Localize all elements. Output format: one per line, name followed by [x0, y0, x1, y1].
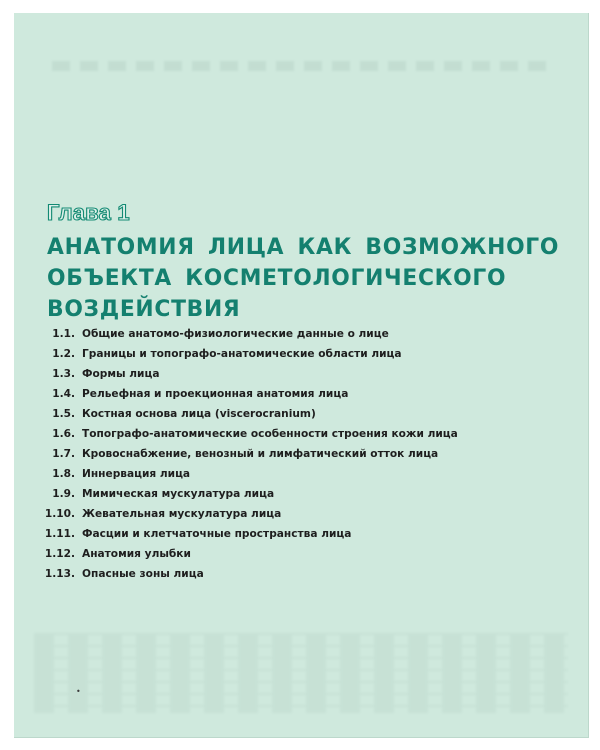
- chapter-title-line: ОБЪЕКТА КОСМЕТОЛОГИЧЕСКОГО: [47, 266, 507, 291]
- chapter-label: Глава 1: [47, 200, 130, 225]
- page-mark: •: [76, 687, 81, 696]
- toc-title: Кровоснабжение, венозный и лимфатический отток лица: [82, 448, 439, 460]
- toc-title: Границы и топографо-анатомические области лица: [82, 348, 402, 360]
- toc-number: 1.1.: [52, 328, 75, 340]
- toc-item: [40, 404, 510, 424]
- toc-number: 1.2.: [52, 348, 75, 360]
- toc-item: [40, 464, 510, 484]
- toc-number: 1.11.: [44, 528, 75, 540]
- toc-item: [40, 364, 510, 384]
- toc-number: 1.5.: [52, 408, 75, 420]
- toc-title: Иннервация лица: [82, 468, 191, 480]
- toc-number: 1.4.: [52, 388, 75, 400]
- toc-title: Фасции и клетчаточные пространства лица: [82, 528, 352, 540]
- toc-number: 1.9.: [52, 488, 75, 500]
- toc-number: 1.7.: [52, 448, 75, 460]
- toc-title: Мимическая мускулатура лица: [82, 488, 275, 500]
- toc-number: 1.13.: [44, 568, 75, 580]
- toc-item: [40, 524, 510, 544]
- toc-title: Опасные зоны лица: [82, 568, 204, 580]
- table-of-contents: [40, 324, 510, 584]
- toc-title: Рельефная и проекционная анатомия лица: [82, 388, 349, 400]
- toc-number: 1.6.: [52, 428, 75, 440]
- toc-title: Формы лица: [82, 368, 160, 380]
- toc-number: 1.3.: [52, 368, 75, 380]
- chapter-title-line: ВОЗДЕЙСТВИЯ: [47, 297, 241, 322]
- toc-title: Общие анатомо-физиологические данные о лице: [82, 328, 389, 340]
- toc-item: [40, 504, 510, 524]
- toc-number: 1.10.: [44, 508, 75, 520]
- toc-item: [40, 324, 510, 344]
- toc-number: 1.12.: [44, 548, 75, 560]
- toc-item: [40, 344, 510, 364]
- toc-title: Жевательная мускулатура лица: [82, 508, 282, 520]
- faint-lower-page-texture: [34, 633, 568, 713]
- faint-bleed-through-text: [52, 61, 550, 71]
- toc-title: Топографо-анатомические особенности строения кожи лица: [82, 428, 458, 440]
- toc-item: [40, 564, 510, 584]
- toc-item: [40, 384, 510, 404]
- toc-title: Анатомия улыбки: [82, 548, 191, 560]
- toc-item: [40, 484, 510, 504]
- toc-number: 1.8.: [52, 468, 75, 480]
- chapter-title-line: АНАТОМИЯ ЛИЦА КАК ВОЗМОЖНОГО: [47, 235, 560, 260]
- toc-title: Костная основа лица (viscerocranium): [82, 408, 316, 420]
- toc-item: [40, 424, 510, 444]
- toc-item: [40, 544, 510, 564]
- chapter-title: [47, 232, 560, 325]
- toc-item: [40, 444, 510, 464]
